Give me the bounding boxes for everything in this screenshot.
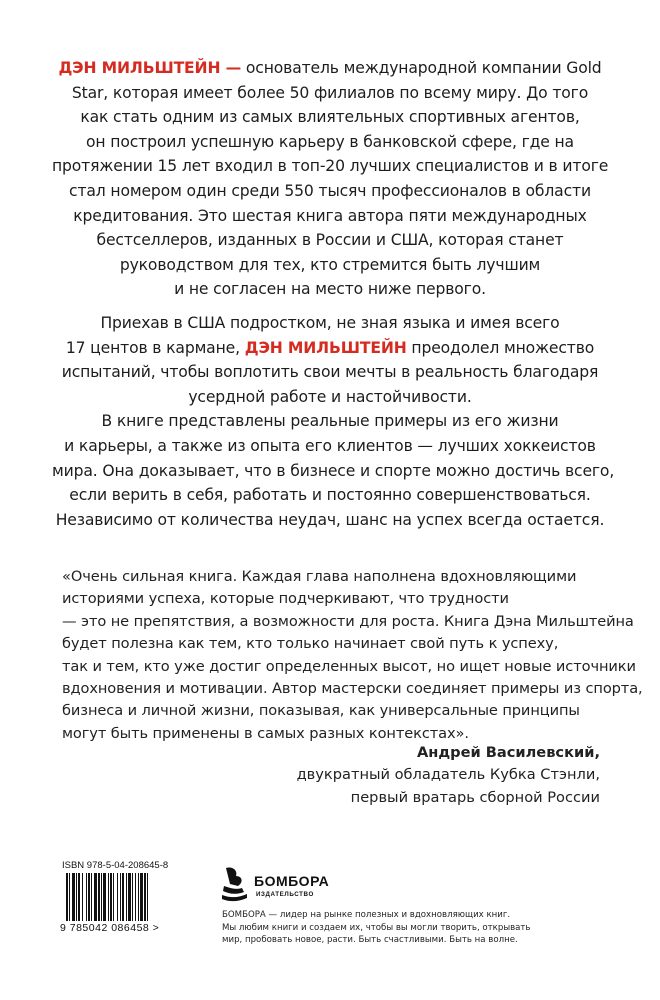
publisher-desc-line: Мы любим книги и создаем их, чтобы вы могли творить, открывать bbox=[222, 922, 531, 933]
bio-line: стал номером один среди 550 тысяч профессионалов в области bbox=[69, 181, 591, 200]
quote-line: «Очень сильная книга. Каждая глава наполнена вдохновляющими bbox=[62, 568, 577, 585]
author-name-highlight: ДЭН МИЛЬШТЕЙН bbox=[244, 338, 407, 357]
quote-line: будет полезна как тем, кто только начинает свой путь к успеху, bbox=[62, 635, 559, 653]
bio-line: ДЭН МИЛЬШТЕЙН — основатель международной компании Gold bbox=[58, 59, 602, 77]
quote-line: историями успеха, которые подчеркивают, что трудности bbox=[62, 590, 509, 608]
quote-attribution bbox=[297, 742, 600, 809]
bio-line: бестселлеров, изданных в России и США, которая станет bbox=[96, 231, 564, 250]
quote-author-title: первый вратарь сборной России bbox=[350, 788, 600, 806]
desc-line: и карьеры, а также из опыта его клиентов — лучших хоккеистов bbox=[64, 436, 596, 455]
testimonial-quote bbox=[62, 566, 643, 745]
barcode-digits: 9 785042 086458 > bbox=[60, 922, 160, 934]
publisher-desc-line: БОМБОРА — лидер на рынке полезных и вдохновляющих книг. bbox=[222, 910, 511, 920]
bio-line: он построил успешную карьеру в банковской сфере, где на bbox=[86, 132, 574, 151]
publisher-description bbox=[222, 909, 542, 947]
bio-line: кредитования. Это шестая книга автора пяти международных bbox=[73, 206, 587, 225]
quote-line: бизнеса и личной жизни, показывая, как универсальные принципы bbox=[62, 702, 580, 720]
book-description bbox=[52, 311, 615, 532]
desc-line: Независимо от количества неудач, шанс на успех всегда остается. bbox=[55, 510, 605, 529]
bombora-logo-icon bbox=[220, 864, 250, 904]
bio-line: Star, которая имеет более 50 филиалов по всему миру. До того bbox=[71, 83, 589, 102]
bio-line: как стать одним из самых влиятельных спортивных агентов, bbox=[80, 108, 580, 127]
quote-line: вдохновения и мотивации. Автор мастерски соединяет примеры из спорта, bbox=[62, 680, 643, 698]
quote-author-name: Андрей Василевский, bbox=[416, 744, 600, 761]
desc-line: усердной работе и настойчивости. bbox=[188, 387, 472, 406]
desc-line: 17 центов в кармане, ДЭН МИЛЬШТЕЙН преодолел множество bbox=[65, 338, 595, 357]
bio-line: руководством для тех, кто стремится быть лучшим bbox=[119, 255, 541, 274]
isbn-barcode bbox=[60, 860, 198, 938]
author-bio bbox=[52, 56, 608, 302]
barcode-icon bbox=[62, 873, 196, 921]
publisher-desc-line: мир, пробовать новое, расти. Быть счастливыми. Быть на волне. bbox=[222, 935, 518, 946]
desc-line: если верить в себя, работать и постоянно совершенствоваться. bbox=[69, 486, 591, 505]
publisher-logo-name: БОМБОРА bbox=[254, 873, 330, 889]
desc-line: мира. Она доказывает, что в бизнесе и спорте можно достичь всего, bbox=[52, 461, 615, 480]
desc-line: В книге представлены реальные примеры из его жизни bbox=[101, 412, 559, 431]
quote-author-title: двукратный обладатель Кубка Стэнли, bbox=[296, 766, 600, 784]
bio-line: и не согласен на место ниже первого. bbox=[174, 280, 486, 299]
desc-line: испытаний, чтобы воплотить свои мечты в реальность благодаря bbox=[61, 363, 599, 382]
quote-line: — это не препятствия, а возможности для роста. Книга Дэна Мильштейна bbox=[62, 612, 634, 630]
isbn-number: ISBN 978-5-04-208645-8 bbox=[62, 860, 169, 871]
publisher-logo-subtitle: ИЗДАТЕЛЬСТВО bbox=[256, 891, 314, 898]
author-name-highlight: ДЭН МИЛЬШТЕЙН — bbox=[58, 59, 242, 77]
quote-line: так и тем, кто уже достиг определенных высот, но ищет новые источники bbox=[62, 657, 636, 675]
quote-line: могут быть применены в самых разных контекстах». bbox=[62, 724, 469, 742]
desc-line: Приехав в США подростком, не зная языка и имея всего bbox=[100, 314, 560, 332]
bio-line: протяжении 15 лет входил в топ-20 лучших специалистов и в итоге bbox=[52, 157, 609, 176]
